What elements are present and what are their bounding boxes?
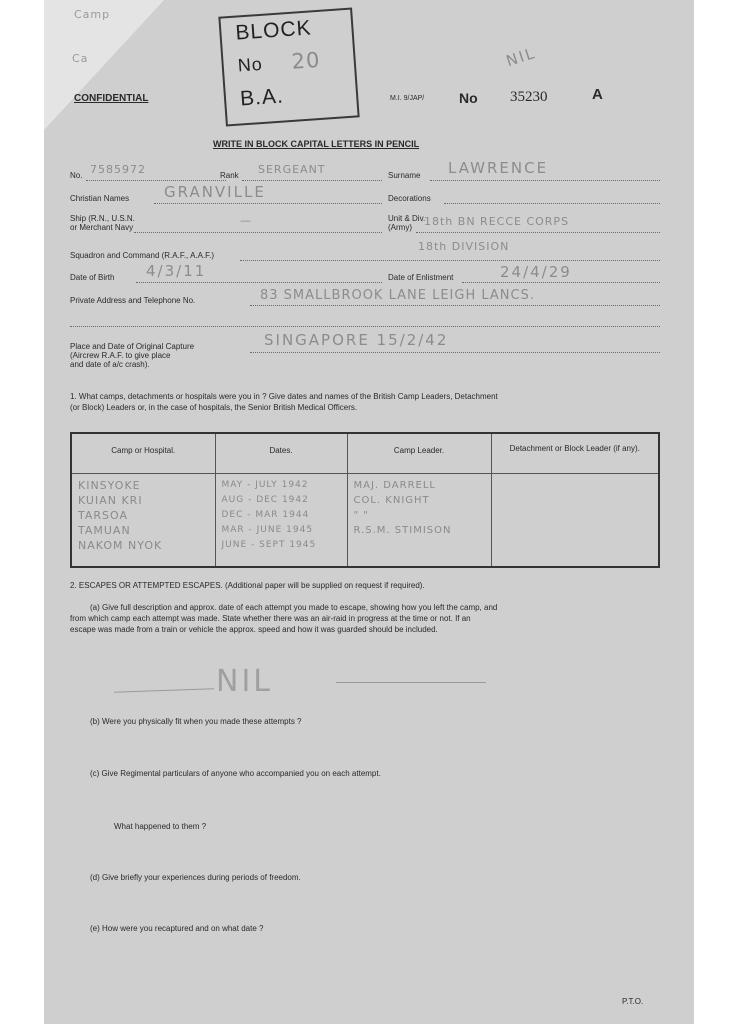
escape-nil[interactable]: NIL (216, 664, 274, 699)
list-item: TARSOA (78, 508, 129, 522)
ship-line (134, 232, 382, 233)
surname-value[interactable]: LAWRENCE (448, 159, 549, 177)
q2a-text: (a) Give full description and approx. date of each attempt you made to escape, showing how you left the camp, and (90, 603, 498, 612)
surname-line (430, 180, 660, 181)
ship-label: Ship (R.N., U.S.N. (70, 214, 135, 223)
list-item: MAJ. DARRELL (353, 479, 436, 491)
service-no-label: No. (70, 171, 83, 180)
col-dates: Dates. (215, 433, 347, 473)
service-no-value[interactable]: 7585972 (90, 163, 146, 176)
enlistment-label: Date of Enlistment (388, 273, 454, 282)
list-item: COL. KNIGHT (353, 494, 430, 506)
capture-label-2: (Aircrew R.A.F. to give place (70, 351, 171, 360)
enlistment-line (462, 282, 660, 283)
q2c-text-2: What happened to them ? (114, 822, 207, 831)
stamp-block: BLOCK (234, 16, 313, 45)
unit-label: Unit & Div. (388, 214, 426, 223)
christian-line (154, 203, 382, 204)
dob-line (136, 282, 382, 283)
list-item: MAR - JUNE 1945 (221, 524, 314, 535)
list-item: KUIAN KRI (78, 493, 143, 507)
q2b-text: (b) Were you physically fit when you made these attempts ? (90, 717, 302, 726)
nil-note: NIL (503, 43, 539, 71)
confidential-label: CONFIDENTIAL (74, 93, 149, 104)
form-sheet (44, 0, 694, 1024)
q2c-text: (c) Give Regimental particulars of anyone who accompanied you on each attempt. (90, 769, 381, 778)
capture-label-3: and date of a/c crash). (70, 360, 150, 369)
form-code: M.I. 9/JAP/ (390, 95, 425, 102)
squadron-label: Squadron and Command (R.A.F., A.A.F.) (70, 251, 215, 260)
dob-label: Date of Birth (70, 273, 115, 282)
capture-line (250, 352, 660, 353)
block-stamp (218, 7, 359, 126)
strike-line-right (336, 682, 486, 683)
col-leader: Camp Leader. (347, 433, 491, 473)
leaders-cell[interactable] (347, 473, 491, 567)
list-item: AUG - DEC 1942 (221, 494, 309, 505)
address-label: Private Address and Telephone No. (70, 296, 196, 305)
rank-line (242, 180, 382, 181)
capture-value[interactable]: SINGAPORE 15/2/42 (264, 331, 449, 349)
q2d-text: (d) Give briefly your experiences during periods of freedom. (90, 873, 301, 882)
q2a-text-3: escape was made from a train or vehicle the approx. speed and how it was guarded should be included. (70, 625, 438, 634)
unit-label-2: (Army) (388, 223, 412, 232)
unit-value-2[interactable]: 18th DIVISION (418, 240, 510, 253)
col-camp: Camp or Hospital. (71, 433, 215, 473)
list-item: JUNE - SEPT 1945 (221, 539, 317, 550)
list-item: NAKOM NYOK (78, 538, 163, 552)
form-suffix: A (592, 86, 603, 103)
q1-text-2: (or Block) Leaders or, in the case of hospitals, the Senior British Medical Officers. (70, 403, 358, 412)
col-detachment: Detachment or Block Leader (if any). (491, 433, 659, 473)
unit-line (416, 232, 660, 233)
list-item: DEC - MAR 1944 (221, 509, 310, 520)
list-item: TAMUAN (78, 523, 131, 537)
rank-label: Rank (220, 171, 239, 180)
christian-names-label: Christian Names (70, 194, 130, 203)
list-item: R.S.M. STIMISON (353, 524, 452, 536)
capture-label: Place and Date of Original Capture (70, 342, 195, 351)
unit-value[interactable]: 18th BN RECCE CORPS (424, 215, 570, 228)
corner-note: Camp (74, 8, 111, 21)
stamp-number: 20 (290, 47, 322, 74)
decorations-label: Decorations (388, 194, 431, 203)
squadron-line (240, 260, 660, 261)
address-line-2 (70, 326, 660, 327)
service-no-line (86, 180, 226, 181)
enlistment-value[interactable]: 24/4/29 (500, 263, 572, 281)
address-value[interactable]: 83 SMALLBROOK LANE LEIGH LANCS. (260, 288, 535, 303)
ship-label-2: or Merchant Navy (70, 223, 134, 232)
q2-heading: 2. ESCAPES OR ATTEMPTED ESCAPES. (Additional paper will be supplied on request if required). (70, 581, 425, 590)
rank-value[interactable]: SERGEANT (258, 163, 326, 176)
corner-note-2: Ca (72, 52, 89, 65)
q2e-text: (e) How were you recaptured and on what date ? (90, 924, 264, 933)
dates-cell[interactable] (215, 473, 347, 567)
pto-label: P.T.O. (622, 997, 644, 1006)
detachment-cell[interactable] (491, 473, 659, 567)
strike-line-left (114, 688, 214, 692)
camps-table (70, 432, 660, 568)
stamp-ba: B.A. (239, 84, 285, 111)
form-no-label: No (459, 90, 478, 106)
ship-value[interactable]: — (240, 214, 252, 227)
decorations-line (444, 203, 660, 204)
list-item: MAY - JULY 1942 (221, 479, 309, 490)
dob-value[interactable]: 4/3/11 (146, 262, 207, 280)
q1-text: 1. What camps, detachments or hospitals were you in ? Give dates and names of the British Camp Leaders, Detachment (70, 392, 498, 401)
list-item: KINSYOKE (78, 478, 141, 492)
q2a-text-2: from which camp each attempt was made. State whether there was an air-raid in progress at the time or not. If an (70, 614, 471, 623)
address-line (250, 305, 660, 306)
camps-cell[interactable] (71, 473, 215, 567)
christian-names-value[interactable]: GRANVILLE (164, 183, 266, 201)
stamp-no: No (237, 53, 264, 76)
surname-label: Surname (388, 171, 421, 180)
list-item: " " (353, 509, 369, 521)
form-number: 35230 (510, 89, 548, 105)
instruction-heading: WRITE IN BLOCK CAPITAL LETTERS IN PENCIL (213, 139, 420, 149)
